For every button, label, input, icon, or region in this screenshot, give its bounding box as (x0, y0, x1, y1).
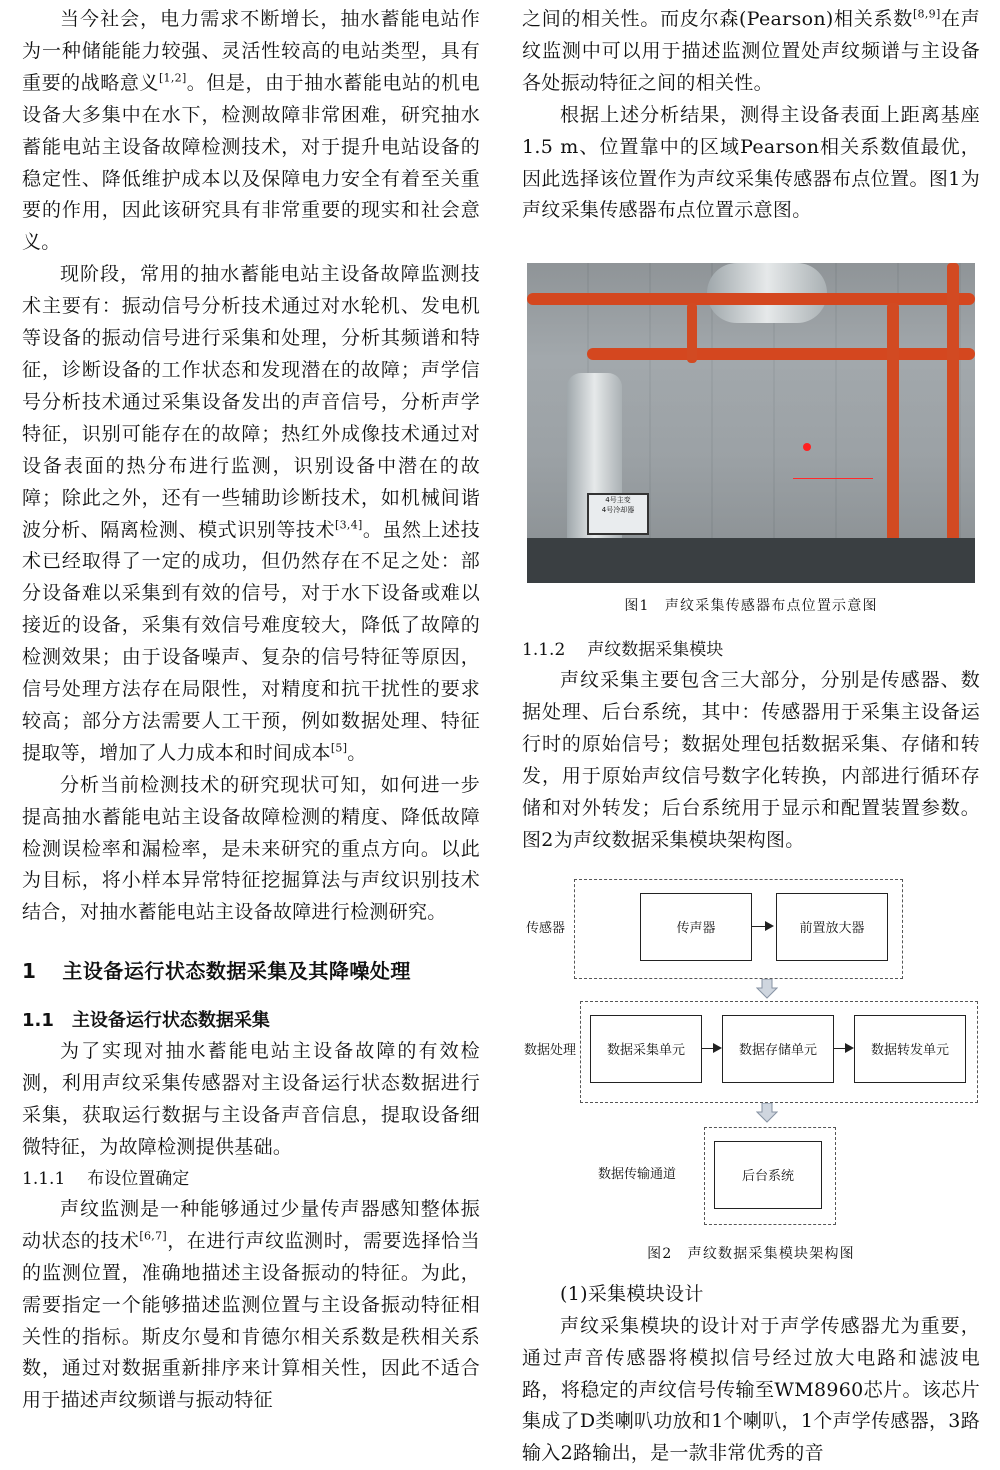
section-title: 主设备运行状态数据采集 (71, 1010, 270, 1032)
text: 。 (347, 741, 367, 764)
text: 声纹监测是一种能够通过少量传声器感知整体振动状态的技术 (22, 1197, 480, 1252)
figure-1-caption: 图1 声纹采集传感器布点位置示意图 (624, 598, 878, 615)
citation: [1,2] (158, 71, 187, 85)
text: 之间的相关性。而皮尔森(Pearson)相关系数 (522, 8, 913, 30)
section-heading-1-1-2 (522, 635, 980, 665)
section-title: 布设位置确定 (87, 1168, 190, 1189)
paragraph-current-techniques (22, 259, 480, 770)
paragraph-data-collection: 为了实现对抽水蓄能电站主设备故障的有效检测，利用声纹采集传感器对主设备运行状态数据进行采集，获取运行数据与主设备声音信息，提取设备细微特征，为故障检测提供基础。 (22, 1040, 480, 1158)
paragraph-sensor-position: 根据上述分析结果，测得主设备表面上距离基座1.5 m、位置靠中的区域Pearson相关系数值最优，因此选择该位置作为声纹采集传感器布点位置。图1为声纹采集传感器布点位置示意图。 (522, 103, 980, 222)
forwarding-unit-box: 数据转发单元 (854, 1015, 966, 1083)
storage-unit-box: 数据存储单元 (722, 1015, 834, 1083)
citation: [5] (330, 741, 348, 755)
text: 现阶段，常用的抽水蓄能电站主设备故障监测技术主要有：振动信号分析技术通过对水轮机、发电机等设备的振动信号进行采集和处理，分析其频谱和特征，诊断设备的工作状态和发现潜在的故障；声学信号分析技术通过采集设备发出的声音信号，分析声学特征，识别可能存在的故障；热红外成像技术通过对设备表面的热分布进行监测，识别设备中潜在的故障；除此之外，还有一些辅助诊断技术，如机械间谐波分析、隔离检测、模式识别等技术 (22, 263, 480, 541)
down-arrow-icon (756, 1103, 778, 1123)
sign-text: 4号主变 (605, 496, 631, 505)
red-pipe (887, 303, 899, 543)
section-number: 1 (22, 959, 37, 984)
paragraph-intro (22, 4, 480, 259)
red-pipe (947, 263, 959, 563)
section-heading-1-1-1 (22, 1164, 480, 1194)
text: ，在进行声纹监测时，需要选择恰当的监测位置，准确地描述主设备振动的特征。为此，需要指定一个能够描述监测位置与主设备振动特征相关性的指标。斯皮尔曼和肯德尔相关系数是秩相关系数，通过对数据重新排序来计算相关性，因此不适合用于描述声纹频谱与振动特征 (22, 1229, 480, 1412)
text: 在声纹监测中可以用于描述监测位置处声纹频谱与主设备各处振动特征之间的相关性。 (522, 8, 980, 94)
equipment-sign (587, 493, 649, 535)
citation: [8,9] (912, 7, 941, 21)
red-pipe (527, 293, 975, 305)
section-number: 1.1.2 (522, 640, 566, 661)
paragraph-position (22, 1194, 480, 1417)
figure-2-caption: 图2 声纹数据采集模块架构图 (647, 1245, 855, 1262)
group-label-channel: 数据传输通道 (598, 1166, 677, 1182)
group-label-sensor: 传感器 (526, 920, 566, 936)
right-column (522, 4, 980, 1470)
figure-1-photo (527, 263, 975, 583)
red-pipe (587, 348, 975, 360)
paragraph-module-design: 声纹采集模块的设计对于声学传感器尤为重要，通过声音传感器将模拟信号经过放大电路和滤波电路，将稳定的声纹信号传输至WM8960芯片。该芯片集成了D类喇叭功放和1个喇叭，1个声学传感器，3路输入2路输出，是一款非常优秀的音 (522, 1314, 980, 1465)
arrow (702, 1048, 720, 1050)
group-label-processing: 数据处理 (524, 1042, 577, 1058)
section-number: 1.1.1 (22, 1168, 66, 1189)
annotation-mark (793, 478, 873, 509)
text: 。虽然上述技术已经取得了一定的成功，但仍然存在不足之处：部分设备难以采集到有效的信号，对于水下设备或难以接近的设备，采集有效信号难度较大，降低了故障的检测效果；由于设备噪声、复杂的信号特征等原因，信号处理方法存在局限性，对精度和抗干扰性的要求较高；部分方法需要人工干预，例如数据处理、特征提取等，增加了人力成本和时间成本 (22, 518, 480, 764)
paragraph-module-overview: 声纹采集主要包含三大部分，分别是传感器、数据处理、后台系统，其中：传感器用于采集主设备运行时的原始信号；数据处理包括数据采集、存储和转发，用于原始声纹信号数字化转换，内部进行循环存储和对外转发；后台系统用于显示和配置装置参数。图2为声纹数据采集模块架构图。 (522, 669, 980, 851)
left-column (22, 4, 480, 1417)
text: 。但是，由于抽水蓄能电站的机电设备大多集中在水下，检测故障非常困难，研究抽水蓄能电站主设备故障检测技术，对于提升电站设备的稳定性、降低维护成本以及保障电力安全有着至关重要的作用，因此该研究具有非常重要的现实和社会意义。 (22, 71, 480, 254)
section-title: 声纹数据采集模块 (587, 640, 724, 661)
section-heading-1-1 (22, 1006, 480, 1036)
section-heading-1 (22, 955, 480, 984)
arrow (834, 1048, 852, 1050)
red-pipe (687, 303, 697, 363)
subheading-acquisition-design: (1)采集模块设计 (560, 1282, 704, 1305)
text: 当今社会，电力需求不断增长，抽水蓄能电站作为一种储能能力较强、灵活性较高的电站类型，具有重要的战略意义 (22, 8, 480, 94)
figure-2-diagram (522, 871, 980, 1233)
paragraph-research-goal: 分析当前检测技术的研究现状可知，如何进一步提高抽水蓄能电站主设备故障检测的精度、降低故障检测误检率和漏检率，是未来研究的重点方向。以此为目标，将小样本异常特征挖掘算法与声纹识别技术结合，对抽水蓄能电站主设备故障进行检测研究。 (22, 773, 480, 924)
section-title: 主设备运行状态数据采集及其降噪处理 (62, 959, 411, 984)
paragraph-pearson (522, 4, 980, 100)
preamp-box: 前置放大器 (776, 893, 888, 961)
citation: [3,4] (335, 518, 363, 532)
sign-text: 4号冷却器 (601, 506, 635, 515)
citation: [6,7] (139, 1229, 167, 1243)
backend-box: 后台系统 (714, 1141, 822, 1209)
section-number: 1.1 (22, 1010, 54, 1032)
floor (527, 538, 975, 583)
microphone-box: 传声器 (640, 893, 752, 961)
down-arrow-icon (756, 979, 778, 999)
arrow (752, 926, 772, 928)
acquisition-unit-box: 数据采集单元 (590, 1015, 702, 1083)
